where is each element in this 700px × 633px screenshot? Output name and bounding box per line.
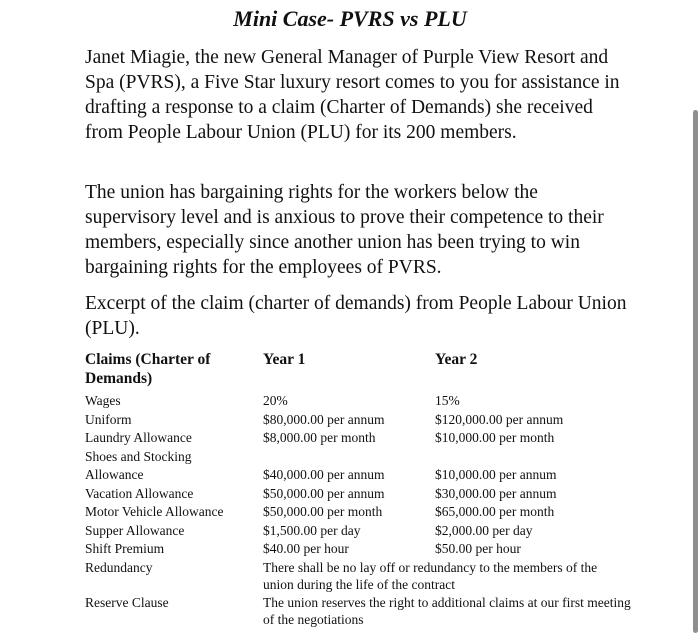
- table-row-reserve: [85, 594, 630, 629]
- claims-table: [85, 350, 630, 629]
- year1-cell: $40,000.00 per annum: [263, 467, 385, 482]
- year2-cell: $120,000.00 per annum: [435, 411, 564, 427]
- table-row: [85, 540, 630, 559]
- claim-cell: Motor Vehicle Allowance: [85, 504, 224, 519]
- year1-cell: $1,500.00 per day: [263, 522, 361, 538]
- reserve-text: The union reserves the right to additional claims at our first meeting of the negotiations: [263, 594, 631, 627]
- year2-cell: $10,000.00 per month: [435, 430, 555, 445]
- table-row: [85, 448, 630, 485]
- header-year1: Year 1: [263, 351, 306, 368]
- table-row: [85, 522, 630, 541]
- table-row: [85, 503, 630, 522]
- table-header: [85, 350, 630, 392]
- claim-cell: Shift Premium: [85, 541, 165, 556]
- table-row: [85, 485, 630, 504]
- year2-cell: $65,000.00 per month: [435, 504, 555, 519]
- year2-cell: $50.00 per hour: [435, 541, 521, 556]
- claim-cell: Wages: [85, 393, 121, 408]
- table-row: [85, 411, 630, 430]
- claim-cell: Redundancy: [85, 559, 153, 575]
- intro-paragraph: Janet Miagie, the new General Manager of Purple View Resort and Spa (PVRS), a Five Star luxury resort comes to you for assistance in drafting a response to a claim (Charter of Demands) she received from People Labour Union (PLU) for its 200 members.: [85, 47, 620, 143]
- claim-cell: Uniform: [85, 411, 132, 427]
- excerpt-paragraph: Excerpt of the claim (charter of demands) from People Labour Union (PLU).: [85, 293, 627, 339]
- table-row-redundancy: [85, 559, 630, 594]
- year1-cell: $40.00 per hour: [263, 541, 349, 556]
- year1-cell: $80,000.00 per annum: [263, 411, 385, 427]
- claim-cell: Shoes and Stocking Allowance: [85, 448, 192, 482]
- union-paragraph: The union has bargaining rights for the workers below the supervisory level and is anxious to prove their competence to their members, especially since another union has been trying to win bargaining rights for the employees of PVRS.: [85, 182, 604, 278]
- header-claims: Claims (Charter of Demands): [85, 351, 211, 387]
- table-row: [85, 392, 630, 411]
- year2-cell: $30,000.00 per annum: [435, 485, 557, 501]
- year1-cell: $50,000.00 per annum: [263, 485, 385, 501]
- redundancy-text: There shall be no lay off or redundancy to the members of the union during the life of the contract: [263, 559, 598, 592]
- year1-cell: $8,000.00 per month: [263, 430, 376, 445]
- claim-cell: Supper Allowance: [85, 522, 185, 538]
- claim-cell: Reserve Clause: [85, 594, 169, 610]
- claim-cell: Laundry Allowance: [85, 430, 192, 445]
- year2-cell: $2,000.00 per day: [435, 522, 533, 538]
- scrollbar[interactable]: [693, 110, 698, 633]
- year2-cell: $10,000.00 per annum: [435, 467, 557, 482]
- year1-cell: 20%: [263, 393, 288, 408]
- year1-cell: $50,000.00 per month: [263, 504, 383, 519]
- page-title: Mini Case- PVRS vs PLU: [233, 6, 467, 31]
- table-row: [85, 429, 630, 448]
- header-year2: Year 2: [435, 351, 478, 368]
- claim-cell: Vacation Allowance: [85, 485, 194, 501]
- year2-cell: 15%: [435, 393, 460, 408]
